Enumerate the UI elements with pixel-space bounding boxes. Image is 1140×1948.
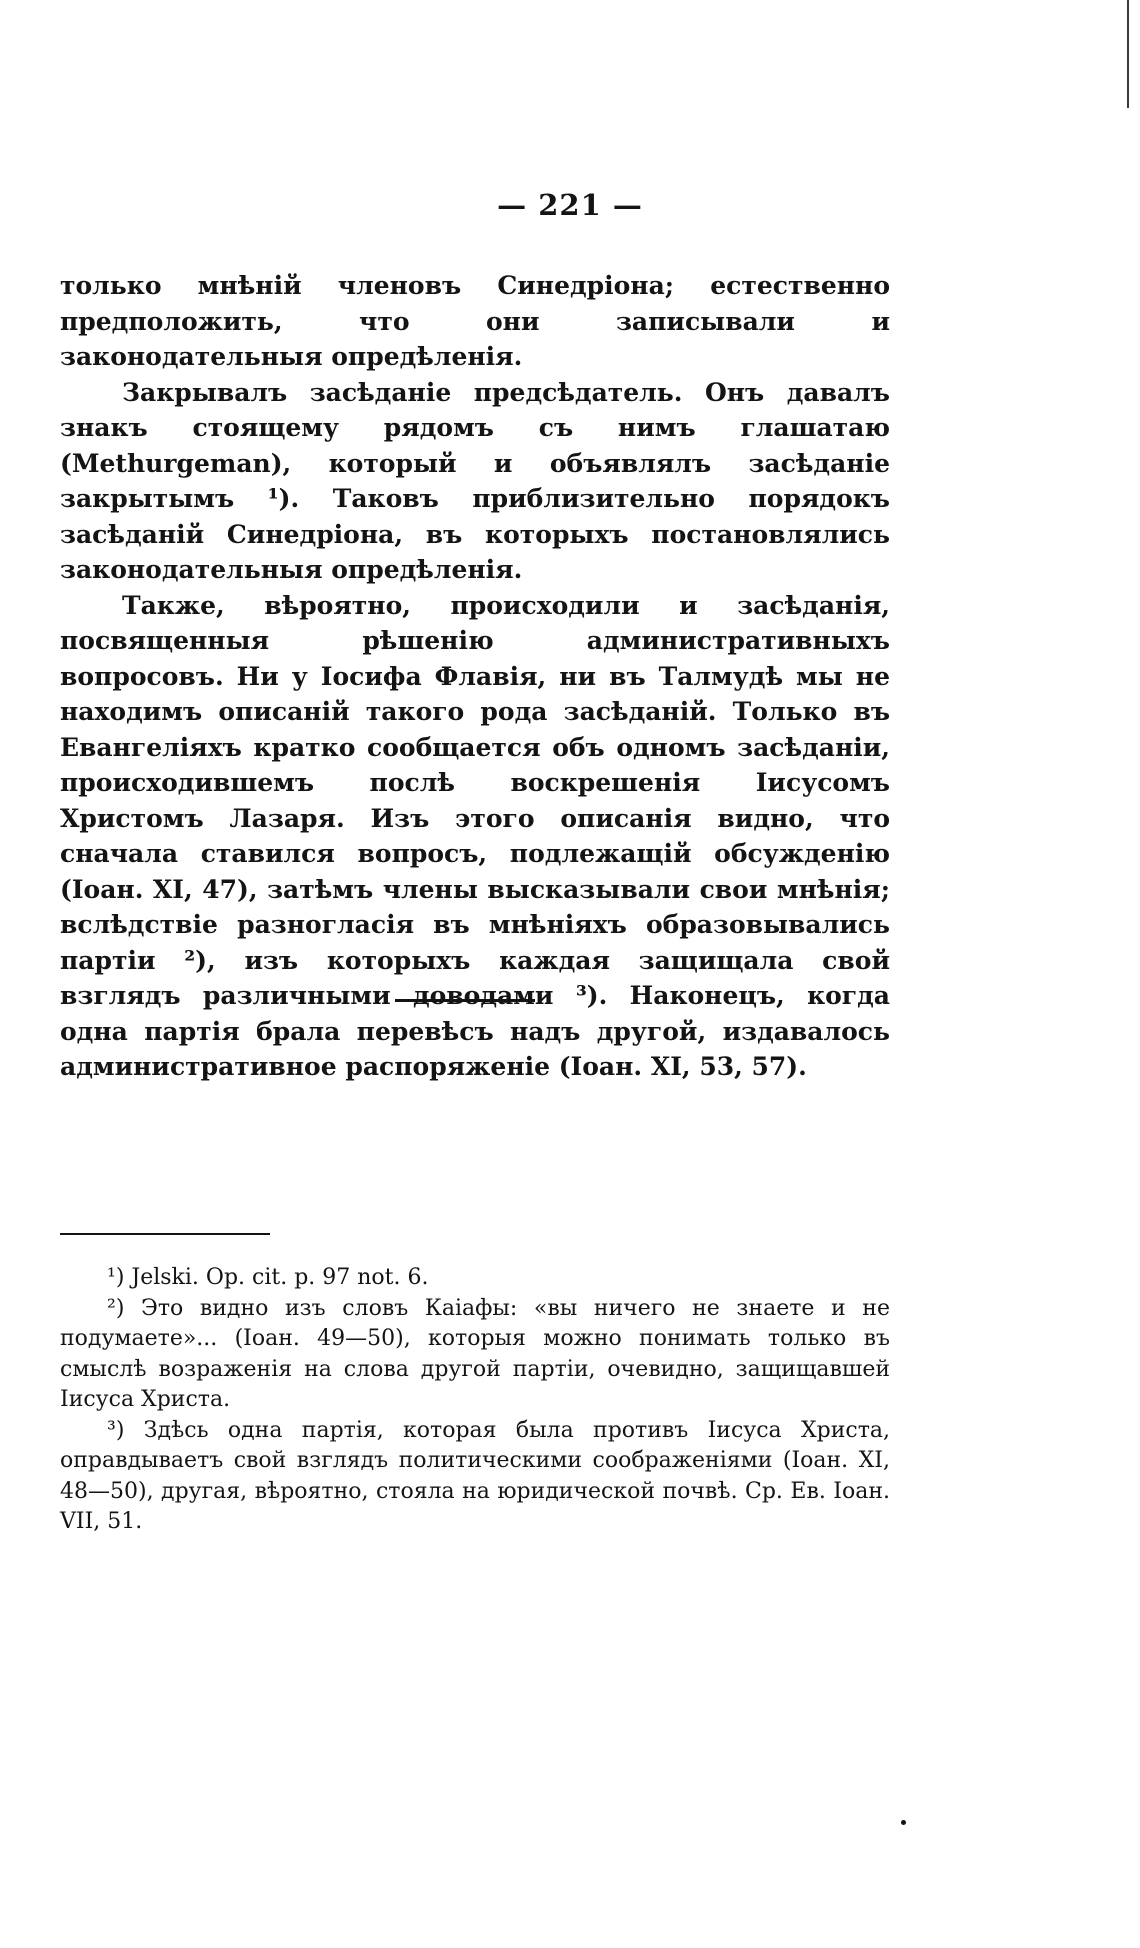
page-number: — 221 — xyxy=(497,188,643,222)
paragraph-2: Закрывалъ засѣданіе предсѣдатель. Онъ давалъ знакъ стоящему рядомъ съ нимъ глашатаю (Methurgeman), который и объявлялъ засѣданіе закрытымъ ¹). Таковъ приблизительно порядокъ засѣданій Синедріона, въ которыхъ постановлялись законодательныя опредѣленія. xyxy=(60,377,890,584)
footnotes xyxy=(60,1263,890,1538)
footnote-divider xyxy=(60,1233,270,1235)
scan-speck xyxy=(901,1820,906,1825)
section-divider xyxy=(395,999,535,1002)
paragraph-1: только мнѣній членовъ Синедріона; естественно предположить, что они записывали и законодательныя опредѣленія. xyxy=(60,271,890,371)
paragraph-3: Также, вѣроятно, происходили и засѣданія, посвященныя рѣшенію административныхъ вопросовъ. Ни у Іосифа Флавія, ни въ Талмудѣ мы не находимъ описаній такого рода засѣданій. Только въ Евангеліяхъ кратко сообщается объ одномъ засѣданіи, происходившемъ послѣ воскрешенія Іисусомъ Христомъ Лазаря. Изъ этого описанія видно, что сначала ставился вопросъ, подлежащій обсужденію (Іоан. XI, 47), затѣмъ члены высказывали свои мнѣнія; вслѣдствіе разногласія въ мнѣніяхъ образовывались партіи ²), изъ которыхъ каждая защищала свой взглядъ различными доводами ³). Наконецъ, когда одна партія брала перевѣсъ надъ другой, издавалось административное распоряженіе (Іоан. XI, 53, 57). xyxy=(60,590,890,1081)
main-text xyxy=(60,268,890,1085)
footnote-3: ³) Здѣсь одна партія, которая была противъ Іисуса Христа, оправдываетъ свой взглядъ политическими соображеніями (Іоан. XI, 48—50), другая, вѣроятно, стояла на юридической почвѣ. Ср. Ев. Іоан. VII, 51. xyxy=(60,1417,890,1534)
scan-margin-line xyxy=(1127,0,1129,108)
footnote-2: ²) Это видно изъ словъ Каіафы: «вы ничего не знаете и не подумаете»... (Іоан. 49—50), которыя можно понимать только въ смыслѣ возраженія на слова другой партіи, очевидно, защищавшей Іисуса Христа. xyxy=(60,1295,890,1412)
footnote-1: ¹) Jelski. Op. cit. p. 97 not. 6. xyxy=(107,1265,429,1290)
